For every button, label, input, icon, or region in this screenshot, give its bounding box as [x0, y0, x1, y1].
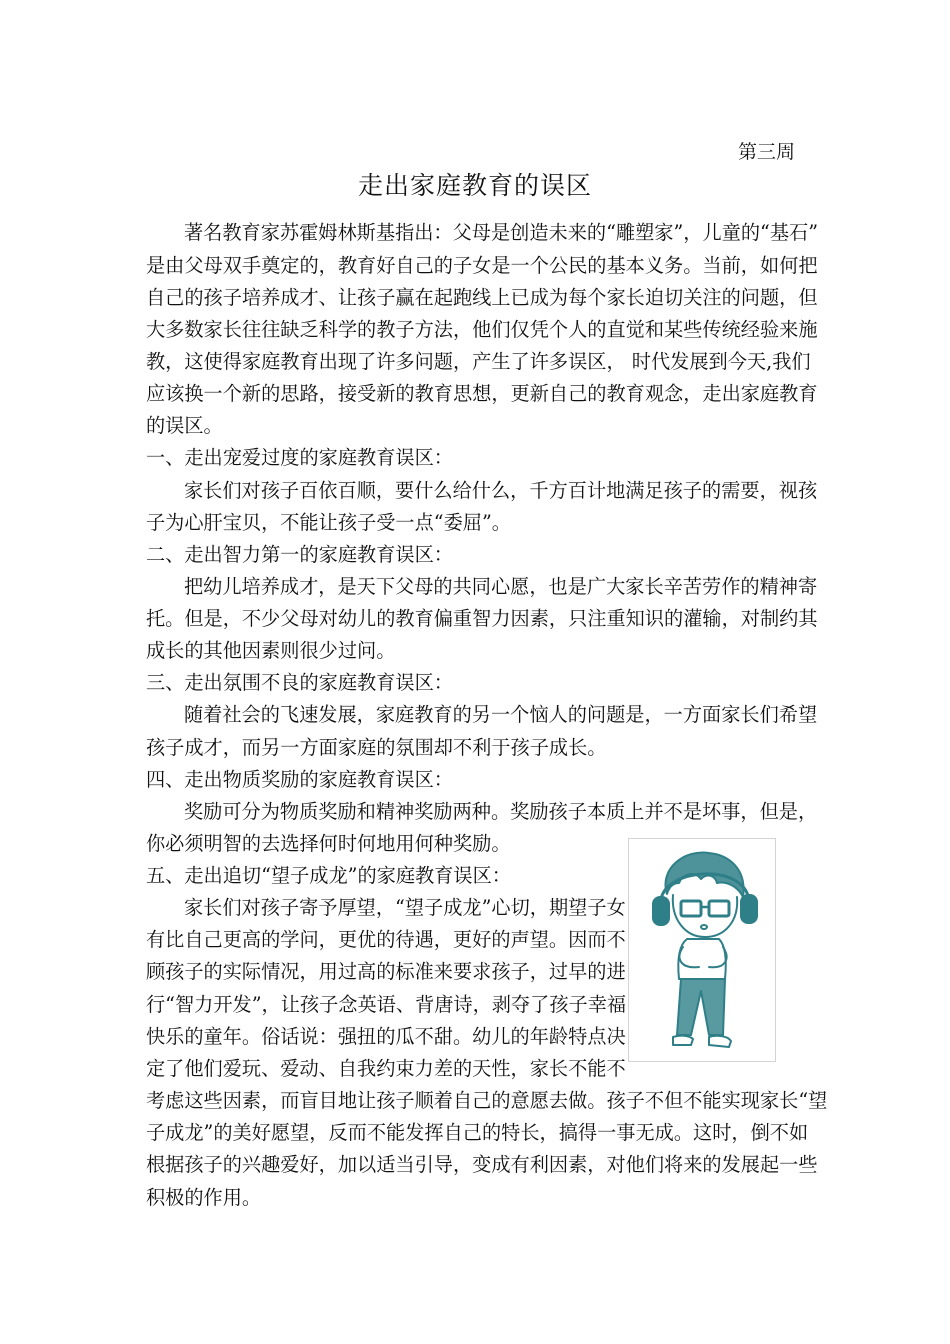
paragraph-line: 大多数家长往往缺乏科学的教子方法，他们仅凭个人的直觉和某些传统经验来施	[146, 318, 818, 341]
paragraph-line: 快乐的童年。俗话说：强扭的瓜不甜。幼儿的年龄特点决	[146, 1025, 626, 1048]
paragraph-line: 子为心肝宝贝，不能让孩子受一点“委屈”。	[146, 511, 511, 534]
paragraph-line: 家长们对孩子寄予厚望，“望子成龙”心切，期望子女	[184, 896, 626, 919]
paragraph-line: 把幼儿培养成才，是天下父母的共同心愿，也是广大家长辛苦劳作的精神寄	[184, 575, 818, 598]
section-heading-3: 三、走出氛围不良的家庭教育误区：	[146, 671, 453, 694]
page-title: 走出家庭教育的误区	[357, 171, 592, 200]
paragraph-line: 应该换一个新的思路，接受新的教育思想，更新自己的教育观念，走出家庭教育	[146, 382, 818, 405]
paragraph-line: 你必须明智的去选择何时何地用何种奖励。	[146, 832, 511, 855]
paragraph-line: 家长们对孩子百依百顺，要什么给什么，千方百计地满足孩子的需要，视孩	[184, 479, 818, 502]
paragraph-line: 教，这使得家庭教育出现了许多问题，产生了许多误区， 时代发展到今天,我们	[146, 350, 811, 373]
boy-with-headphones-drawing	[629, 839, 775, 1061]
paragraph-line: 著名教育家苏霍姆林斯基指出：父母是创造未来的“雕塑家”，儿童的“基石”	[184, 221, 819, 244]
paragraph-line: 是由父母双手奠定的，教育好自己的子女是一个公民的基本义务。当前，如何把	[146, 254, 818, 277]
paragraph-line: 有比自己更高的学问，更优的待遇，更好的声望。因而不	[146, 928, 626, 951]
paragraph-line: 行“智力开发”，让孩子念英语、背唐诗，剥夺了孩子幸福	[146, 993, 627, 1016]
paragraph-line: 考虑这些因素，而盲目地让孩子顺着自己的意愿去做。孩子不但不能实现家长“望	[146, 1089, 828, 1112]
section-heading-5: 五、走出追切“望子成龙”的家庭教育误区：	[146, 864, 511, 887]
section-heading-2: 二、走出智力第一的家庭教育误区：	[146, 543, 453, 566]
paragraph-line: 孩子成才，而另一方面家庭的氛围却不利于孩子成长。	[146, 736, 607, 759]
cartoon-boy-illustration	[628, 838, 776, 1062]
paragraph-line: 根据孩子的兴趣爱好，加以适当引导，变成有利因素，对他们将来的发展起一些	[146, 1153, 818, 1176]
paragraph-line: 奖励可分为物质奖励和精神奖励两种。奖励孩子本质上并不是坏事，但是，	[184, 800, 818, 823]
section-heading-1: 一、走出宠爱过度的家庭教育误区：	[146, 446, 453, 469]
paragraph-line: 自己的孩子培养成才、让孩子赢在起跑线上已成为每个家长迫切关注的问题，但	[146, 286, 818, 309]
paragraph-line: 子成龙”的美好愿望，反而不能发挥自己的特长，搞得一事无成。这时，倒不如	[146, 1121, 809, 1144]
paragraph-line: 顾孩子的实际情况，用过高的标准来要求孩子，过早的进	[146, 960, 626, 983]
paragraph-line: 随着社会的飞速发展，家庭教育的另一个恼人的问题是，一方面家长们希望	[184, 703, 818, 726]
paragraph-line: 积极的作用。	[146, 1186, 262, 1209]
section-heading-4: 四、走出物质奖励的家庭教育误区：	[146, 768, 453, 791]
paragraph-line: 托。但是，不少父母对幼儿的教育偏重智力因素，只注重知识的灌输，对制约其	[146, 607, 818, 630]
paragraph-line: 的误区。	[146, 414, 223, 437]
paragraph-line: 定了他们爱玩、爱动、自我约束力差的天性，家长不能不	[146, 1057, 626, 1080]
week-label: 第三周	[738, 141, 796, 163]
paragraph-line: 成长的其他因素则很少过问。	[146, 639, 396, 662]
